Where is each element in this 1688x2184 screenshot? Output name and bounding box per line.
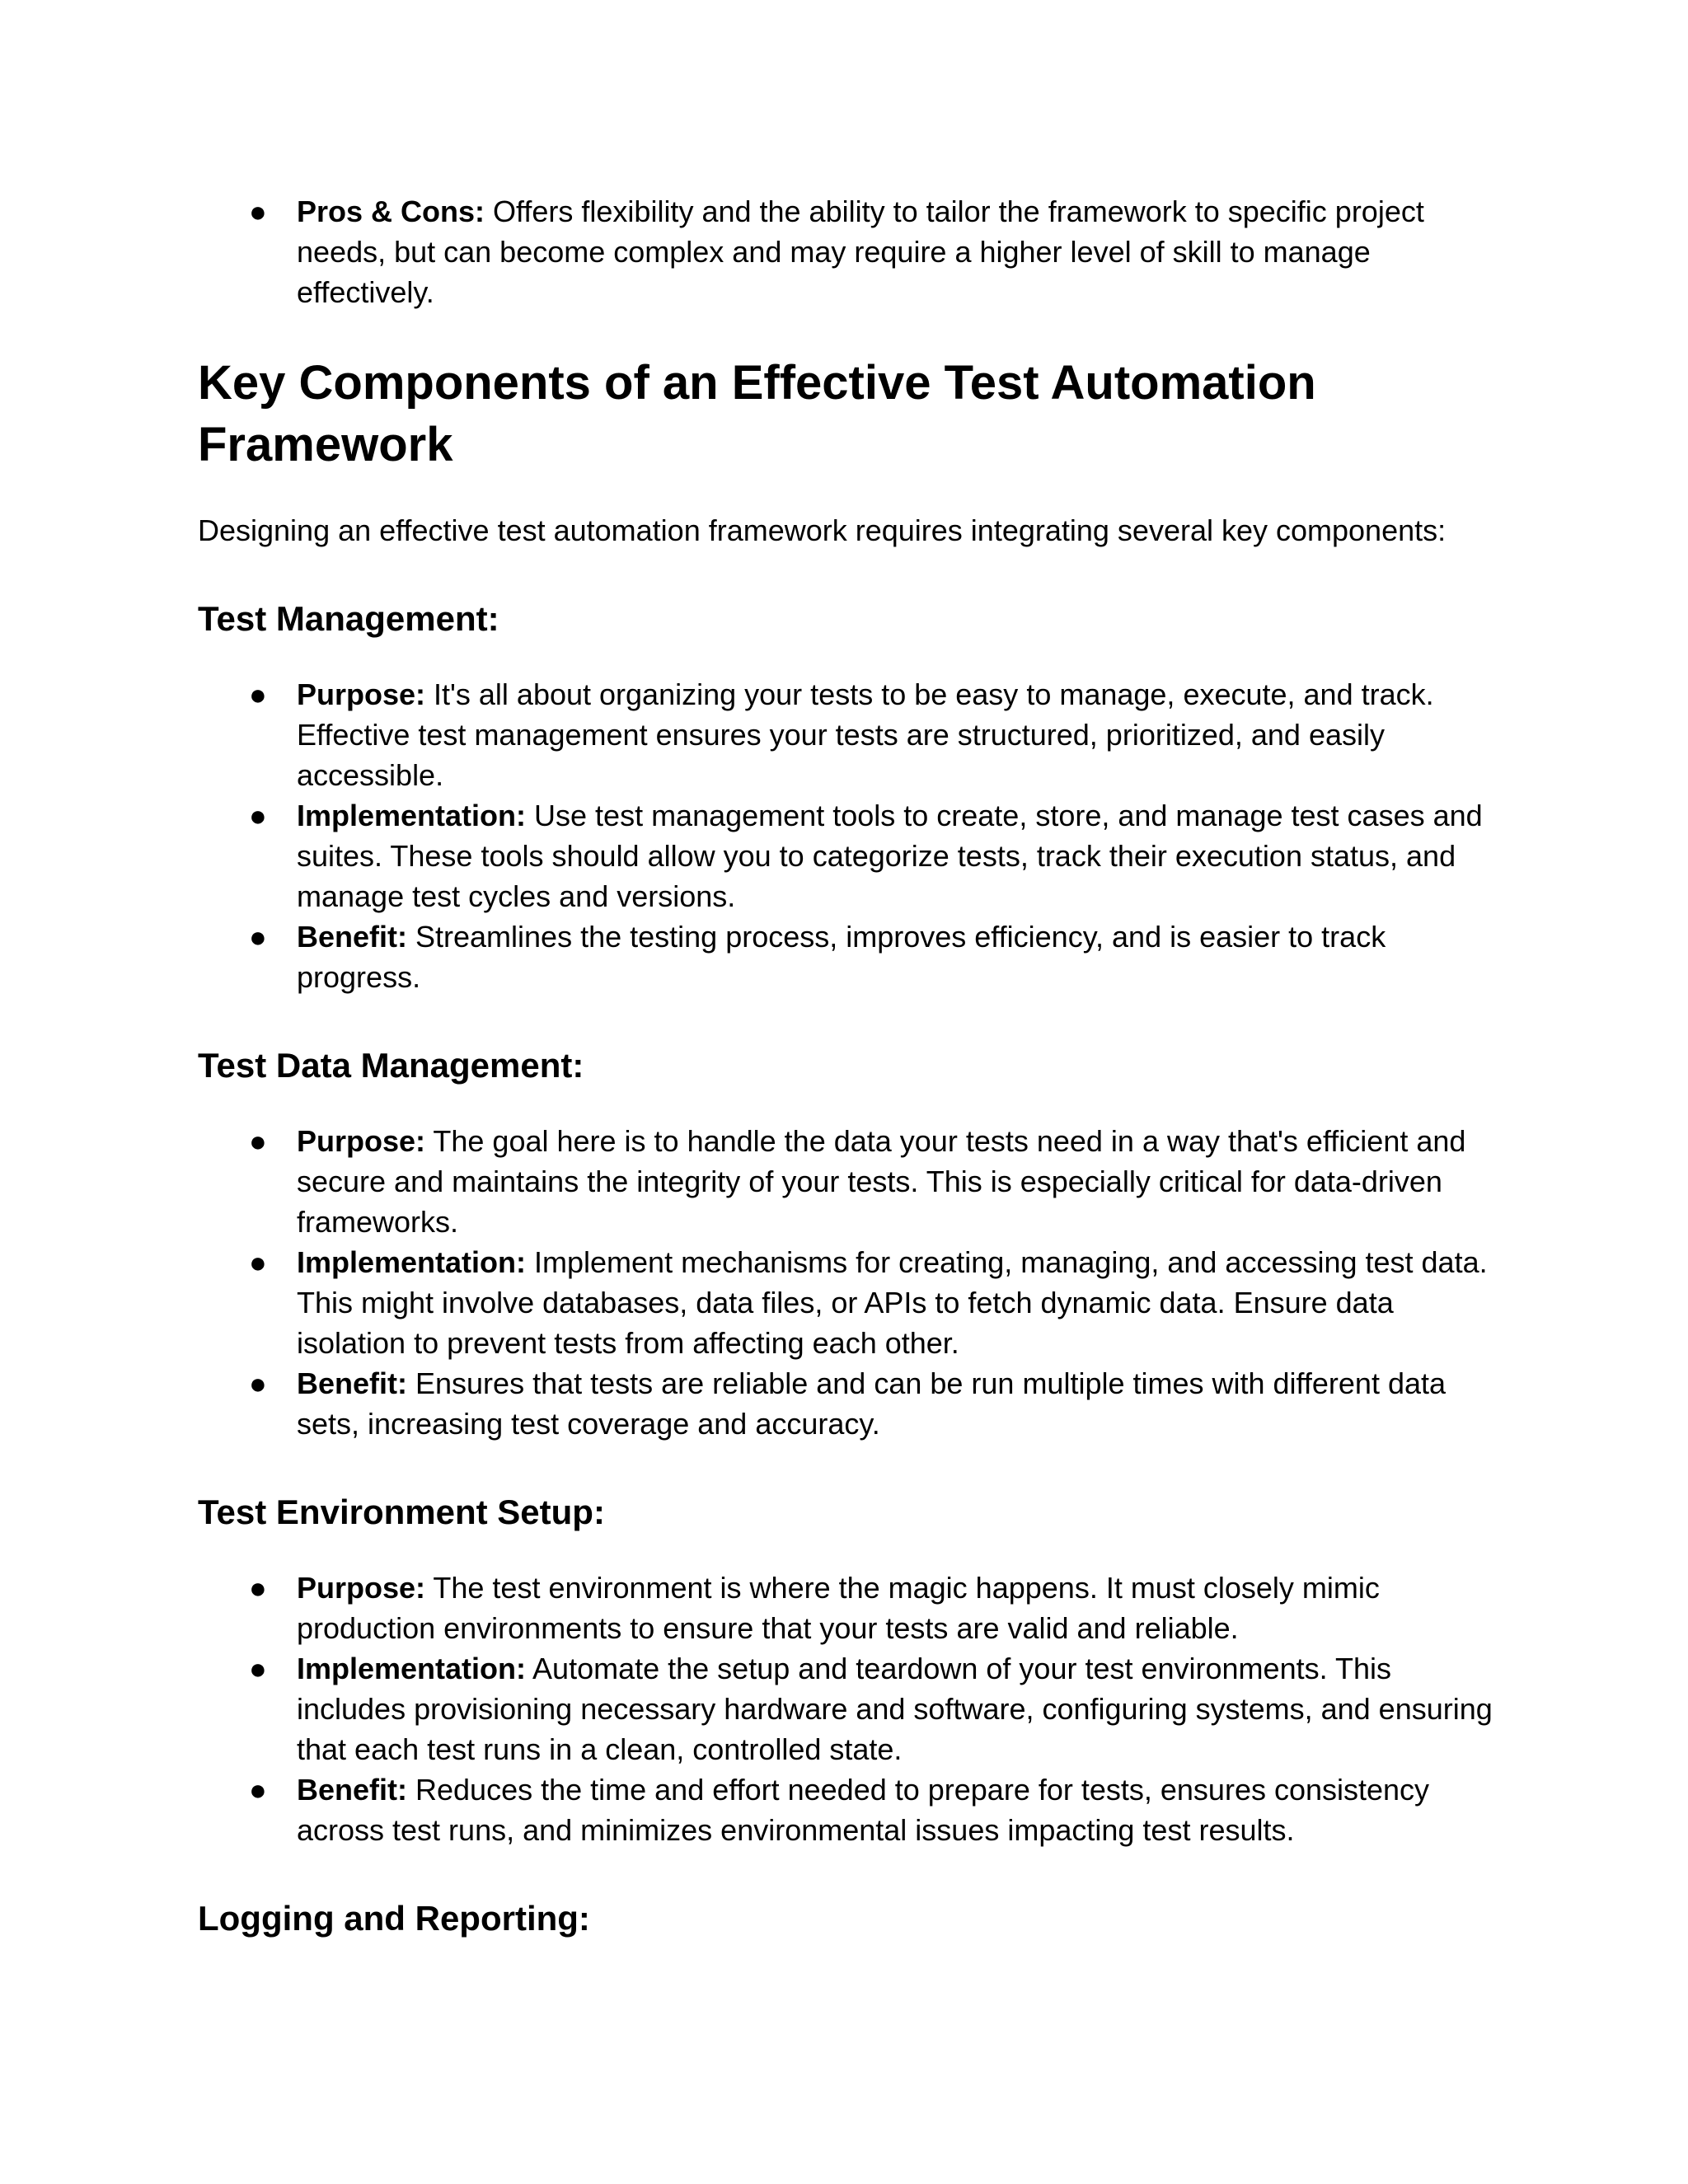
section-heading-test-management: Test Management: [198,599,499,638]
list-item [198,795,1508,916]
list-item-text: Ensures that tests are reliable and can be run multiple times with different data sets, increasing test coverage and accuracy. [297,1366,1447,1441]
list-item [198,191,1508,312]
list-item-lead: Purpose: [297,1571,426,1605]
list-item-lead: Pros & Cons: [297,194,485,228]
bullet-icon: ● [249,1124,267,1158]
bullet-icon: ● [249,1652,267,1685]
bullet-icon: ● [249,1366,267,1400]
bullet-icon: ● [249,1245,267,1279]
section-list-test-data-management [198,1121,1508,1444]
section-heading-logging-and-reporting: Logging and Reporting: [198,1899,590,1938]
list-item-text: It's all about organizing your tests to be easy to manage, execute, and track. Effective test management ensures your tests are structured, prioritized, and easily accessible. [297,677,1434,792]
list-item-text: The test environment is where the magic happens. It must closely mimic production environments to ensure that your tests are valid and reliable. [297,1571,1380,1645]
list-item-text: Offers flexibility and the ability to tailor the framework to specific project needs, but can become complex and may require a higher level of skill to manage effectively. [297,194,1424,309]
list-item [198,1242,1508,1363]
list-item-lead: Benefit: [297,920,407,954]
page-title: Key Components of an Effective Test Automation Framework [198,356,1316,471]
list-item [198,1121,1508,1242]
list-item-text: Automate the setup and teardown of your test environments. This includes provisioning necessary hardware and software, configuring systems, and ensuring that each test runs in a clean, controlled state. [297,1652,1493,1766]
list-item-text: The goal here is to handle the data your tests need in a way that's efficient and secure and maintains the integrity of your tests. This is especially critical for data-driven frameworks. [297,1124,1466,1239]
bullet-icon: ● [249,677,267,711]
section-list-test-environment-setup [198,1568,1508,1850]
section-list-test-management [198,674,1508,997]
bullet-icon: ● [249,920,267,954]
list-item [198,1568,1508,1648]
list-item [198,1769,1508,1850]
intro-paragraph: Designing an effective test automation framework requires integrating several key components: [198,513,1447,547]
document-content [198,191,1508,1941]
bullet-icon: ● [249,1773,267,1807]
list-item-lead: Implementation: [297,1652,527,1685]
intro-bullet-list [198,191,1508,312]
list-item-lead: Benefit: [297,1366,407,1400]
list-item [198,916,1508,997]
bullet-icon: ● [249,194,267,228]
bullet-icon: ● [249,799,267,832]
list-item [198,1648,1508,1769]
list-item-text: Use test management tools to create, store, and manage test cases and suites. These tools should allow you to categorize tests, track their execution status, and manage test cycles and versions. [297,799,1483,913]
list-item-lead: Purpose: [297,677,426,711]
list-item-text: Reduces the time and effort needed to prepare for tests, ensures consistency across test runs, and minimizes environmental issues impacting test results. [297,1773,1430,1847]
list-item-lead: Implementation: [297,799,527,832]
list-item [198,1363,1508,1444]
list-item-text: Streamlines the testing process, improves efficiency, and is easier to track progress. [297,920,1386,994]
list-item-lead: Benefit: [297,1773,407,1807]
list-item-lead: Implementation: [297,1245,527,1279]
section-heading-test-data-management: Test Data Management: [198,1046,584,1085]
bullet-icon: ● [249,1571,267,1605]
list-item-lead: Purpose: [297,1124,426,1158]
list-item-text: Implement mechanisms for creating, managing, and accessing test data. This might involve databases, data files, or APIs to fetch dynamic data. Ensure data isolation to prevent tests from affecting each other. [297,1245,1488,1360]
list-item [198,674,1508,795]
section-heading-test-environment-setup: Test Environment Setup: [198,1493,605,1531]
